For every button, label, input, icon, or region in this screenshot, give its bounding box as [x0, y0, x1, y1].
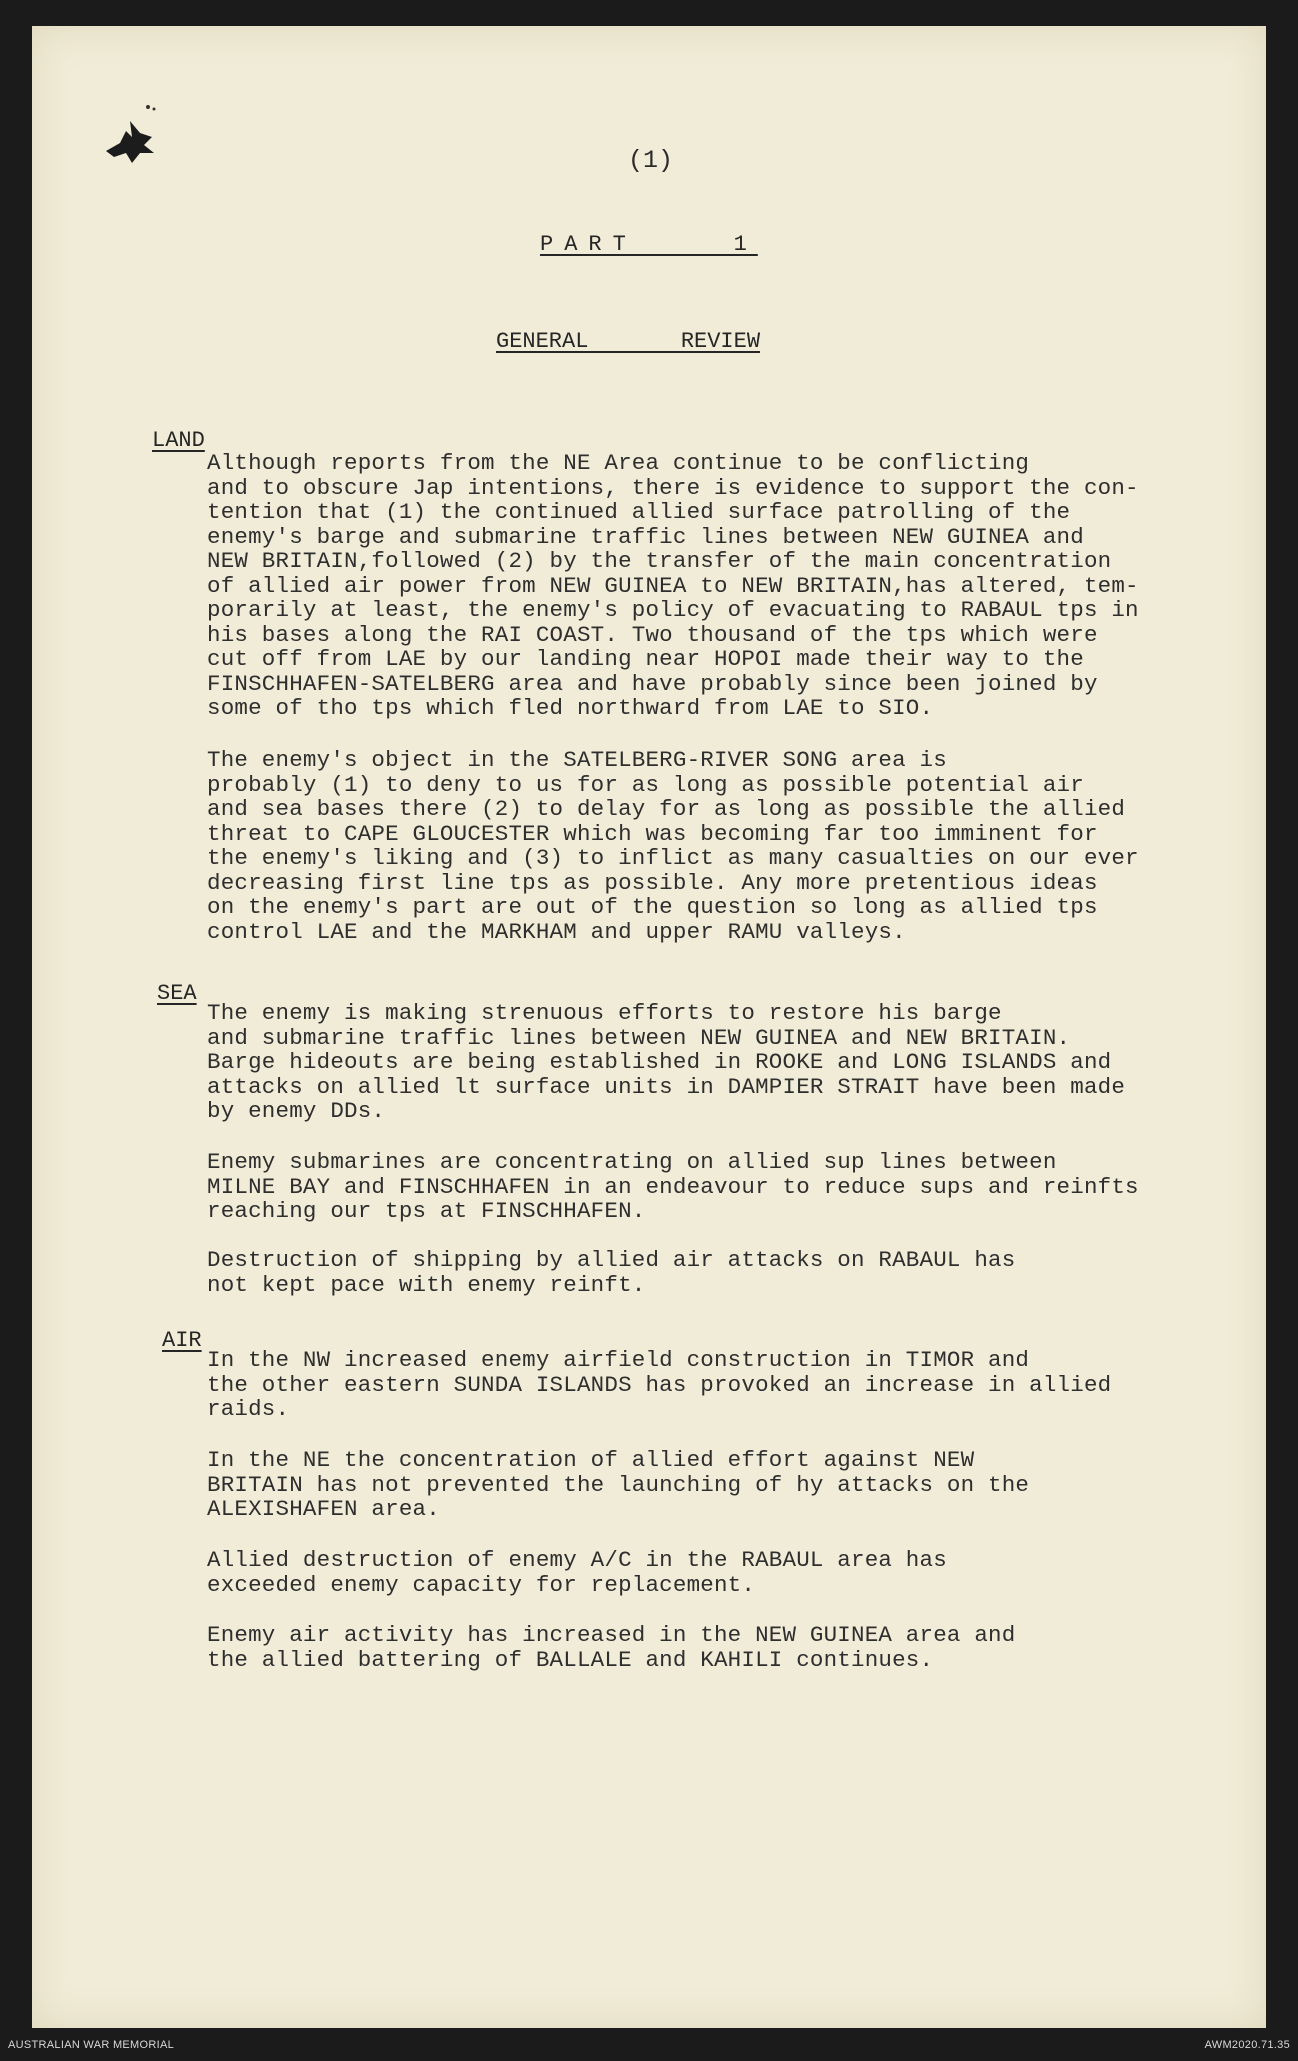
sea-paragraph-2: Enemy submarines are concentrating on allied sup lines between MILNE BAY and FINSCHHAFEN in an endeavour to reduce sups and reinfts reaching our tps at FINSCHHAFEN.	[207, 1149, 1139, 1224]
section-label-air: AIR	[162, 1328, 202, 1353]
section-label-sea: SEA	[157, 981, 197, 1006]
section-label-land: LAND	[152, 428, 205, 453]
sea-paragraph-3: Destruction of shipping by allied air attacks on RABAUL has not kept pace with enemy reinft.	[207, 1247, 1016, 1298]
document-page	[32, 26, 1266, 2028]
air-paragraph-2: In the NE the concentration of allied effort against NEW BRITAIN has not prevented the launching of hy attacks on the ALEXISHAFEN area.	[207, 1447, 1030, 1522]
page-number: (1)	[628, 146, 674, 175]
land-paragraph-2: The enemy's object in the SATELBERG-RIVER SONG area is probably (1) to deny to us for as long as possible potential air and sea bases there (2) to delay for as long as possible the allied threat to CAPE GLOUCESTER which was becoming far too imminent for the enemy's liking and (3) to inflict as many casualties on our ever decreasing first line tps as possible. Any more pretentious ideas on the enemy's part are out of the question so long as allied tps control LAE and the MARKHAM and upper RAMU valleys.	[207, 747, 1139, 945]
air-paragraph-4: Enemy air activity has increased in the NEW GUINEA area and the allied battering of BALLALE and KAHILI continues.	[207, 1622, 1016, 1673]
sea-paragraph-1: The enemy is making strenuous efforts to restore his barge and submarine traffic lines between NEW GUINEA and NEW BRITAIN. Barge hideouts are being established in ROOKE and LONG ISLANDS and attacks on allied lt surface units in DAMPIER STRAIT have been made by enemy DDs.	[207, 1000, 1126, 1124]
punch-hole-damage	[92, 91, 162, 171]
air-paragraph-1: In the NW increased enemy airfield construction in TIMOR and the other eastern SUNDA ISLANDS has provoked an increase in allied raids.	[207, 1347, 1112, 1422]
footer-reference: AWM2020.71.35	[1204, 2039, 1290, 2051]
land-paragraph-1: Although reports from the NE Area continue to be conflicting and to obscure Jap intentions, there is evidence to support the con- tention that (1) the continued allied surface patrolling of the enemy's barge and submarine traffic lines between NEW GUINEA and NEW BRITAIN,followed (2) by the transfer of the main concentration of allied air power from NEW GUINEA to NEW BRITAIN,has altered, tem- porarily at least, the enemy's policy of evacuating to RABAUL tps in his bases along the RAI COAST. Two thousand of the tps which were cut off from LAE by our landing near HOPOI made their way to the FINSCHHAFEN-SATELBERG area and have probably since been joined by some of tho tps which fled northward from LAE to SIO.	[207, 450, 1139, 721]
section-heading: GENERAL REVIEW	[496, 329, 761, 354]
part-title: PART 1	[540, 232, 758, 257]
footer-institution: AUSTRALIAN WAR MEMORIAL	[8, 2039, 175, 2051]
air-paragraph-3: Allied destruction of enemy A/C in the RABAUL area has exceeded enemy capacity for replacement.	[207, 1547, 947, 1598]
